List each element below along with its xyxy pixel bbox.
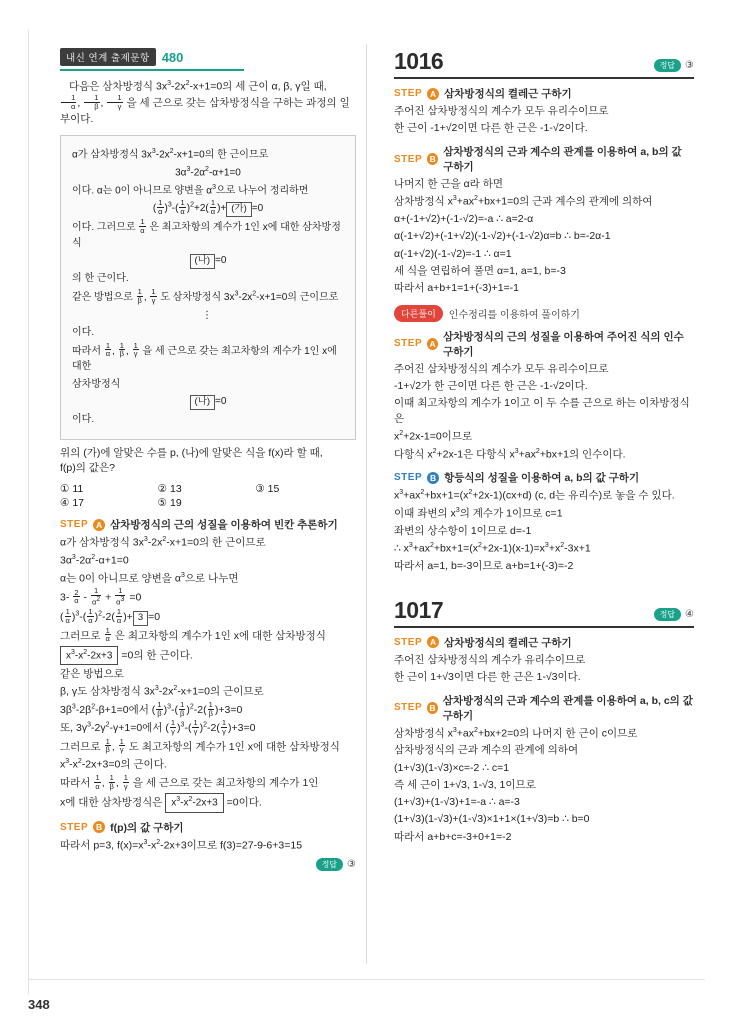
left-answer-value: ③ xyxy=(347,858,356,870)
left-answer-label: 정답 xyxy=(316,858,343,871)
r1016-alt-step-a xyxy=(394,329,694,359)
r1016-alt-step-b-label: STEP xyxy=(394,472,423,484)
r1016alt-b-2: 이때 좌변의 $x^3$의 계수가 1이므로 c=1 xyxy=(394,507,563,520)
r1016b-2: 삼차방정식 $x^3+ax^2+bx+1=0$의 근과 계수의 관계에 의하여 xyxy=(394,195,653,208)
internal-link-tag: 내신 연계 출제문항 xyxy=(60,48,156,66)
r1017-step-b-label: STEP xyxy=(394,702,423,713)
r1016-alt-step-a-title: 삼차방정식의 근의 성질을 이용하여 주어진 식의 인수 구하기 xyxy=(443,330,684,358)
internal-link-header xyxy=(60,48,244,71)
la-14: 따라서 $\frac{1}{\alpha}$ , $\frac{1}{\beta}$ , $\frac{1}{\gamma}$ 을 세 근으로 갖는 최고차항의 계수가 1인 xyxy=(60,772,319,791)
r1016-step-b-circle: B xyxy=(427,153,438,165)
left-answer xyxy=(60,858,356,874)
pb-line-11: 삼차방정식 xyxy=(72,378,121,390)
r1016b-1: 나머지 한 근을 α라 하면 xyxy=(394,178,504,190)
r1016-alt-step-b-title: 항등식의 성질을 이용하여 a, b의 값 구하기 xyxy=(444,472,640,485)
r1017a-1: 주어진 삼차방정식의 계수가 유리수이므로 xyxy=(394,653,586,666)
la-9: β, γ도 삼차방정식 $3x^3-2x^2-x+1=0$의 근이므로 xyxy=(60,685,264,698)
la-4: 3- $\frac{2}{\alpha}$ - $\frac{1}{\alpha 2}$ + $\frac{1}{\alpha 3}$ =0 xyxy=(60,586,142,607)
r1016alt-a-3: 이때 최고차항의 계수가 1이고 이 두 수를 근으로 하는 이차방정식은 xyxy=(394,397,690,425)
pb-line-4: ( $\frac{1}{\alpha}$ )$^3$-( $\frac{1}{\alpha}$ )$^2$+2( $\frac{1}{\alpha}$ )+ (가) =0 xyxy=(152,198,264,217)
r1016-alt-step-b-circle: B xyxy=(427,472,439,484)
pb-line-2: $3\alpha^3-2\alpha^2-\alpha+1=0$ xyxy=(175,165,241,179)
left-step-b xyxy=(60,820,356,835)
item-1017-header xyxy=(394,597,694,628)
choice-2[interactable]: ② 13 xyxy=(157,483,182,496)
la-1: α가 삼차방정식 $3x^3-2x^2-x+1=0$의 한 근이므로 xyxy=(60,536,266,549)
r1017b-2: 삼차방정식의 근과 계수의 관계에 의하여 xyxy=(394,744,579,757)
r1016-step-b xyxy=(394,144,694,174)
r1016b-5: α(-1+√2)(-1-√2)=-1 ∴ α=1 xyxy=(394,247,512,260)
choice-4[interactable]: ④ 17 xyxy=(60,497,85,510)
left-step-a-label: STEP xyxy=(60,519,89,531)
pb-line-8: 같은 방법으로 $\frac{1}{\beta}$ , $\frac{1}{\gamma}$ 도 삼차방정식 $3x^3-2x^2-x+1=0$의 근이므로 xyxy=(72,286,339,305)
problem-question: 위의 (가)에 알맞은 수를 p, (나)에 알맞은 식을 f(x)라 할 때, f(p)의 값은? xyxy=(60,446,323,475)
r1016alt-a-1: 주어진 삼차방정식의 계수가 모두 유리수이므로 xyxy=(394,362,609,375)
r1016alt-a-5: 다항식 $x^2+2x-1$은 다항식 $x^3+ax^2+bx+1$의 인수이다. xyxy=(394,448,626,461)
internal-link-number: 480 xyxy=(161,49,184,65)
item-1017-answer xyxy=(654,608,694,621)
item-1016-answer xyxy=(654,59,694,72)
r1016alt-b-4: ∴ $x^3+ax^2+bx+1=(x^2+2x-1)(x-1)=x^3+x^2-3x+1$ xyxy=(394,542,591,555)
r1017-step-b-circle: B xyxy=(427,702,438,714)
item-1016-header xyxy=(394,48,694,79)
choice-3[interactable]: ③ 15 xyxy=(255,483,280,496)
la-6: 그러므로 $\frac{1}{\alpha}$ 은 최고차항의 계수가 1인 x에 대한 삼차방정식 xyxy=(60,625,326,644)
la-10: $3\beta^3-2\beta^2-\beta+1=0$에서 ( $\frac{1}{\beta}$ )$^3$-( $\frac{1}{\beta}$ )$^2$-2( $\frac{1}{\beta}$ )+3=0 xyxy=(60,699,243,718)
pb-line-12: (나) =0 xyxy=(72,394,344,410)
left-margin-rule xyxy=(28,30,29,994)
r1016b-7: 따라서 a+b+1=1+(-3)+1=-1 xyxy=(394,282,520,294)
choice-list xyxy=(60,482,356,510)
right-column xyxy=(394,48,694,847)
r1016-step-b-title: 삼차방정식의 근과 계수의 관계를 이용하여 a, b의 값 구하기 xyxy=(443,146,682,173)
r1016-step-a-label: STEP xyxy=(394,88,423,99)
problem-intro: 다음은 삼차방정식 $3x^3-2x^2-x+1=0$의 세 근이 α, β, γ일 때, $\frac{1}{\alpha}$ , $\frac{1}{\beta}$ , $\frac{1}{\gamma}$ 을 세 근으로 갖는 삼차방정식을 구하는 과정의 일부이다. xyxy=(60,80,350,126)
item-1016-answer-label: 정답 xyxy=(654,59,681,72)
choice-1[interactable]: ① 11 xyxy=(60,483,84,496)
r1017-step-b-title: 삼차방정식의 근과 계수의 관계를 이용하여 a, b, c의 값 구하기 xyxy=(442,694,693,722)
r1017-step-b xyxy=(394,693,694,723)
r1016-alt-step-a-circle: A xyxy=(427,338,438,350)
r1016alt-b-1: $x^3+ax^2+bx+1=(x^2+2x-1)(cx+d)$ (c, d는 유리수)로 놓을 수 있다. xyxy=(394,489,675,502)
left-step-a xyxy=(60,517,356,532)
lb-1: 따라서 p=3, $f(x)=x^3-x^2-2x+3$이므로 f(3)=27-9-6+3=15 xyxy=(60,838,303,851)
r1016alt-a-4: $x^2+2x-1=0$이므로 xyxy=(394,430,473,443)
la-12: 그러므로 $\frac{1}{\beta}$ , $\frac{1}{\gamma}$ 도 최고차항의 계수가 1인 x에 대한 삼차방정식 xyxy=(60,736,340,755)
pb-line-5: 이다. 그러므로 $\frac{1}{\alpha}$ 은 최고차항의 계수가 1인 x에 대한 삼차방정식 xyxy=(72,217,341,249)
pb-line-13: 이다. xyxy=(72,414,95,426)
la-5: ( $\frac{1}{\alpha}$ )$^3$-( $\frac{1}{\alpha}$ )$^2$-2( $\frac{1}{\alpha}$ )+ 3 =0 xyxy=(60,607,161,625)
r1016-alt-solution xyxy=(394,305,694,322)
r1016alt-b-5: 따라서 a=1, b=-3이므로 a+b=1+(-3)=-2 xyxy=(394,559,574,572)
pb-line-6: (나) =0 xyxy=(72,253,344,269)
r1016a-1: 주어진 삼차방정식의 계수가 모두 유리수이므로 xyxy=(394,105,609,117)
item-1017-answer-value: ④ xyxy=(685,608,694,620)
la-13: $x^3-x^2-2x+3=0$의 근이다. xyxy=(60,758,167,771)
bottom-rule xyxy=(28,979,705,980)
item-1017-answer-label: 정답 xyxy=(654,608,681,621)
r1016-step-a-circle: A xyxy=(427,88,439,100)
left-step-a-circle: A xyxy=(93,519,105,531)
r1016b-4: α(-1+√2)+(-1+√2)(-1-√2)+(-1-√2)α=b ∴ b=-2α-1 xyxy=(394,230,611,243)
pb-line-7: 의 한 근이다. xyxy=(72,273,129,285)
r1016-step-a-title: 삼차방정식의 켤레근 구하기 xyxy=(444,88,572,100)
left-step-b-circle: B xyxy=(93,821,105,833)
left-step-b-title: f(p)의 값 구하기 xyxy=(110,821,184,834)
pb-ellipsis: ⋮ xyxy=(202,309,214,321)
blank-ga-1: (가) xyxy=(226,202,252,217)
blank-na-1: (나) xyxy=(190,254,216,269)
page-number: 348 xyxy=(28,997,50,1012)
r1016a-2: 한 근이 -1+√2이면 다른 한 근은 -1-√2이다. xyxy=(394,122,588,135)
la-7: $x^3-x^2-2x+3 =0$의 한 근이다. xyxy=(60,646,356,665)
la-8: 같은 방법으로 xyxy=(60,667,124,680)
r1017-step-a-circle: A xyxy=(427,636,439,648)
r1016-step-a xyxy=(394,86,694,101)
r1017b-4: 즉 세 근이 1+√3, 1-√3, 1이므로 xyxy=(394,778,536,791)
column-divider-rule xyxy=(366,44,367,964)
pb-line-3: 이다. α는 0이 아니므로 양변을 $\alpha^3$으로 나누어 정리하면 xyxy=(72,183,309,196)
problem-box xyxy=(60,135,356,440)
item-1017-number: 1017 xyxy=(394,596,444,623)
r1016-alt-badge: 다른풀이 xyxy=(394,305,443,322)
r1016alt-a-2: -1+√2가 한 근이면 다른 한 근은 -1-√2이다. xyxy=(394,380,588,392)
la-15: x에 대한 삼차방정식은 $x^3-x^2-2x+3 =0$이다. xyxy=(60,793,356,812)
r1016-alt-step-b xyxy=(394,470,694,485)
left-column xyxy=(60,48,356,874)
r1017b-3: (1+√3)(1-√3)×c=-2 ∴ c=1 xyxy=(394,761,510,774)
r1017a-2: 한 근이 1+√3이면 다른 한 근은 1-√3이다. xyxy=(394,670,581,683)
left-step-a-title: 삼차방정식의 근의 성질을 이용하여 빈칸 추론하기 xyxy=(110,519,338,532)
r1016b-3: α+(-1+√2)+(-1-√2)=-a ∴ a=2-α xyxy=(394,213,534,225)
r1017-step-a-title: 삼차방정식의 켤레근 구하기 xyxy=(444,636,572,649)
pb-line-1: α가 삼차방정식 $3x^3-2x^2-x+1=0$의 한 근이므로 xyxy=(72,147,269,161)
r1017b-1: 삼차방정식 $x^3+ax^2+bx+2=0$의 나머지 한 근이 c이므로 xyxy=(394,726,638,739)
r1016b-6: 세 식을 연립하여 풀면 α=1, a=1, b=-3 xyxy=(394,264,566,277)
left-step-b-label: STEP xyxy=(60,821,89,833)
pb-line-9: 이다. xyxy=(72,327,95,339)
r1017b-5: (1+√3)+(1-√3)+1=-a ∴ a=-3 xyxy=(394,796,520,808)
la-2: $3\alpha^3-2\alpha^2-\alpha+1=0$ xyxy=(60,553,129,567)
item-1016-number: 1016 xyxy=(394,48,444,74)
r1017b-6: (1+√3)(1-√3)+(1-√3)×1+1×(1+√3)=b ∴ b=0 xyxy=(394,813,590,826)
r1016-alt-step-a-label: STEP xyxy=(394,338,423,350)
r1016-step-b-label: STEP xyxy=(394,153,423,165)
blank-na-2: (나) xyxy=(190,395,216,410)
pb-line-10: 따라서 $\frac{1}{\alpha}$ , $\frac{1}{\beta}$ , $\frac{1}{\gamma}$ 을 세 근으로 갖는 최고차항의 계수가 1인 x에 대한 xyxy=(72,340,337,373)
r1016-alt-title: 인수정리를 이용하여 풀이하기 xyxy=(448,309,580,321)
r1017b-7: 따라서 a+b+c=-3+0+1=-2 xyxy=(394,830,512,843)
choice-5[interactable]: ⑤ 19 xyxy=(157,497,182,510)
r1017-step-a xyxy=(394,635,694,650)
r1017-step-a-label: STEP xyxy=(394,636,423,648)
la-11: 또, $3\gamma^3-2\gamma^2-\gamma+1=0$에서 ( $\frac{1}{\gamma}$ )$^3$-( $\frac{1}{\gamma}$ )$^2$-2( $\frac{1}{\gamma}$ )+3=0 xyxy=(60,718,256,737)
r1016alt-b-3: 좌변의 상수항이 1이므로 d=-1 xyxy=(394,524,532,537)
item-1016-answer-value: ③ xyxy=(685,60,694,71)
la-3: α는 0이 아니므로 양변을 $\alpha^3$으로 나누면 xyxy=(60,571,239,585)
